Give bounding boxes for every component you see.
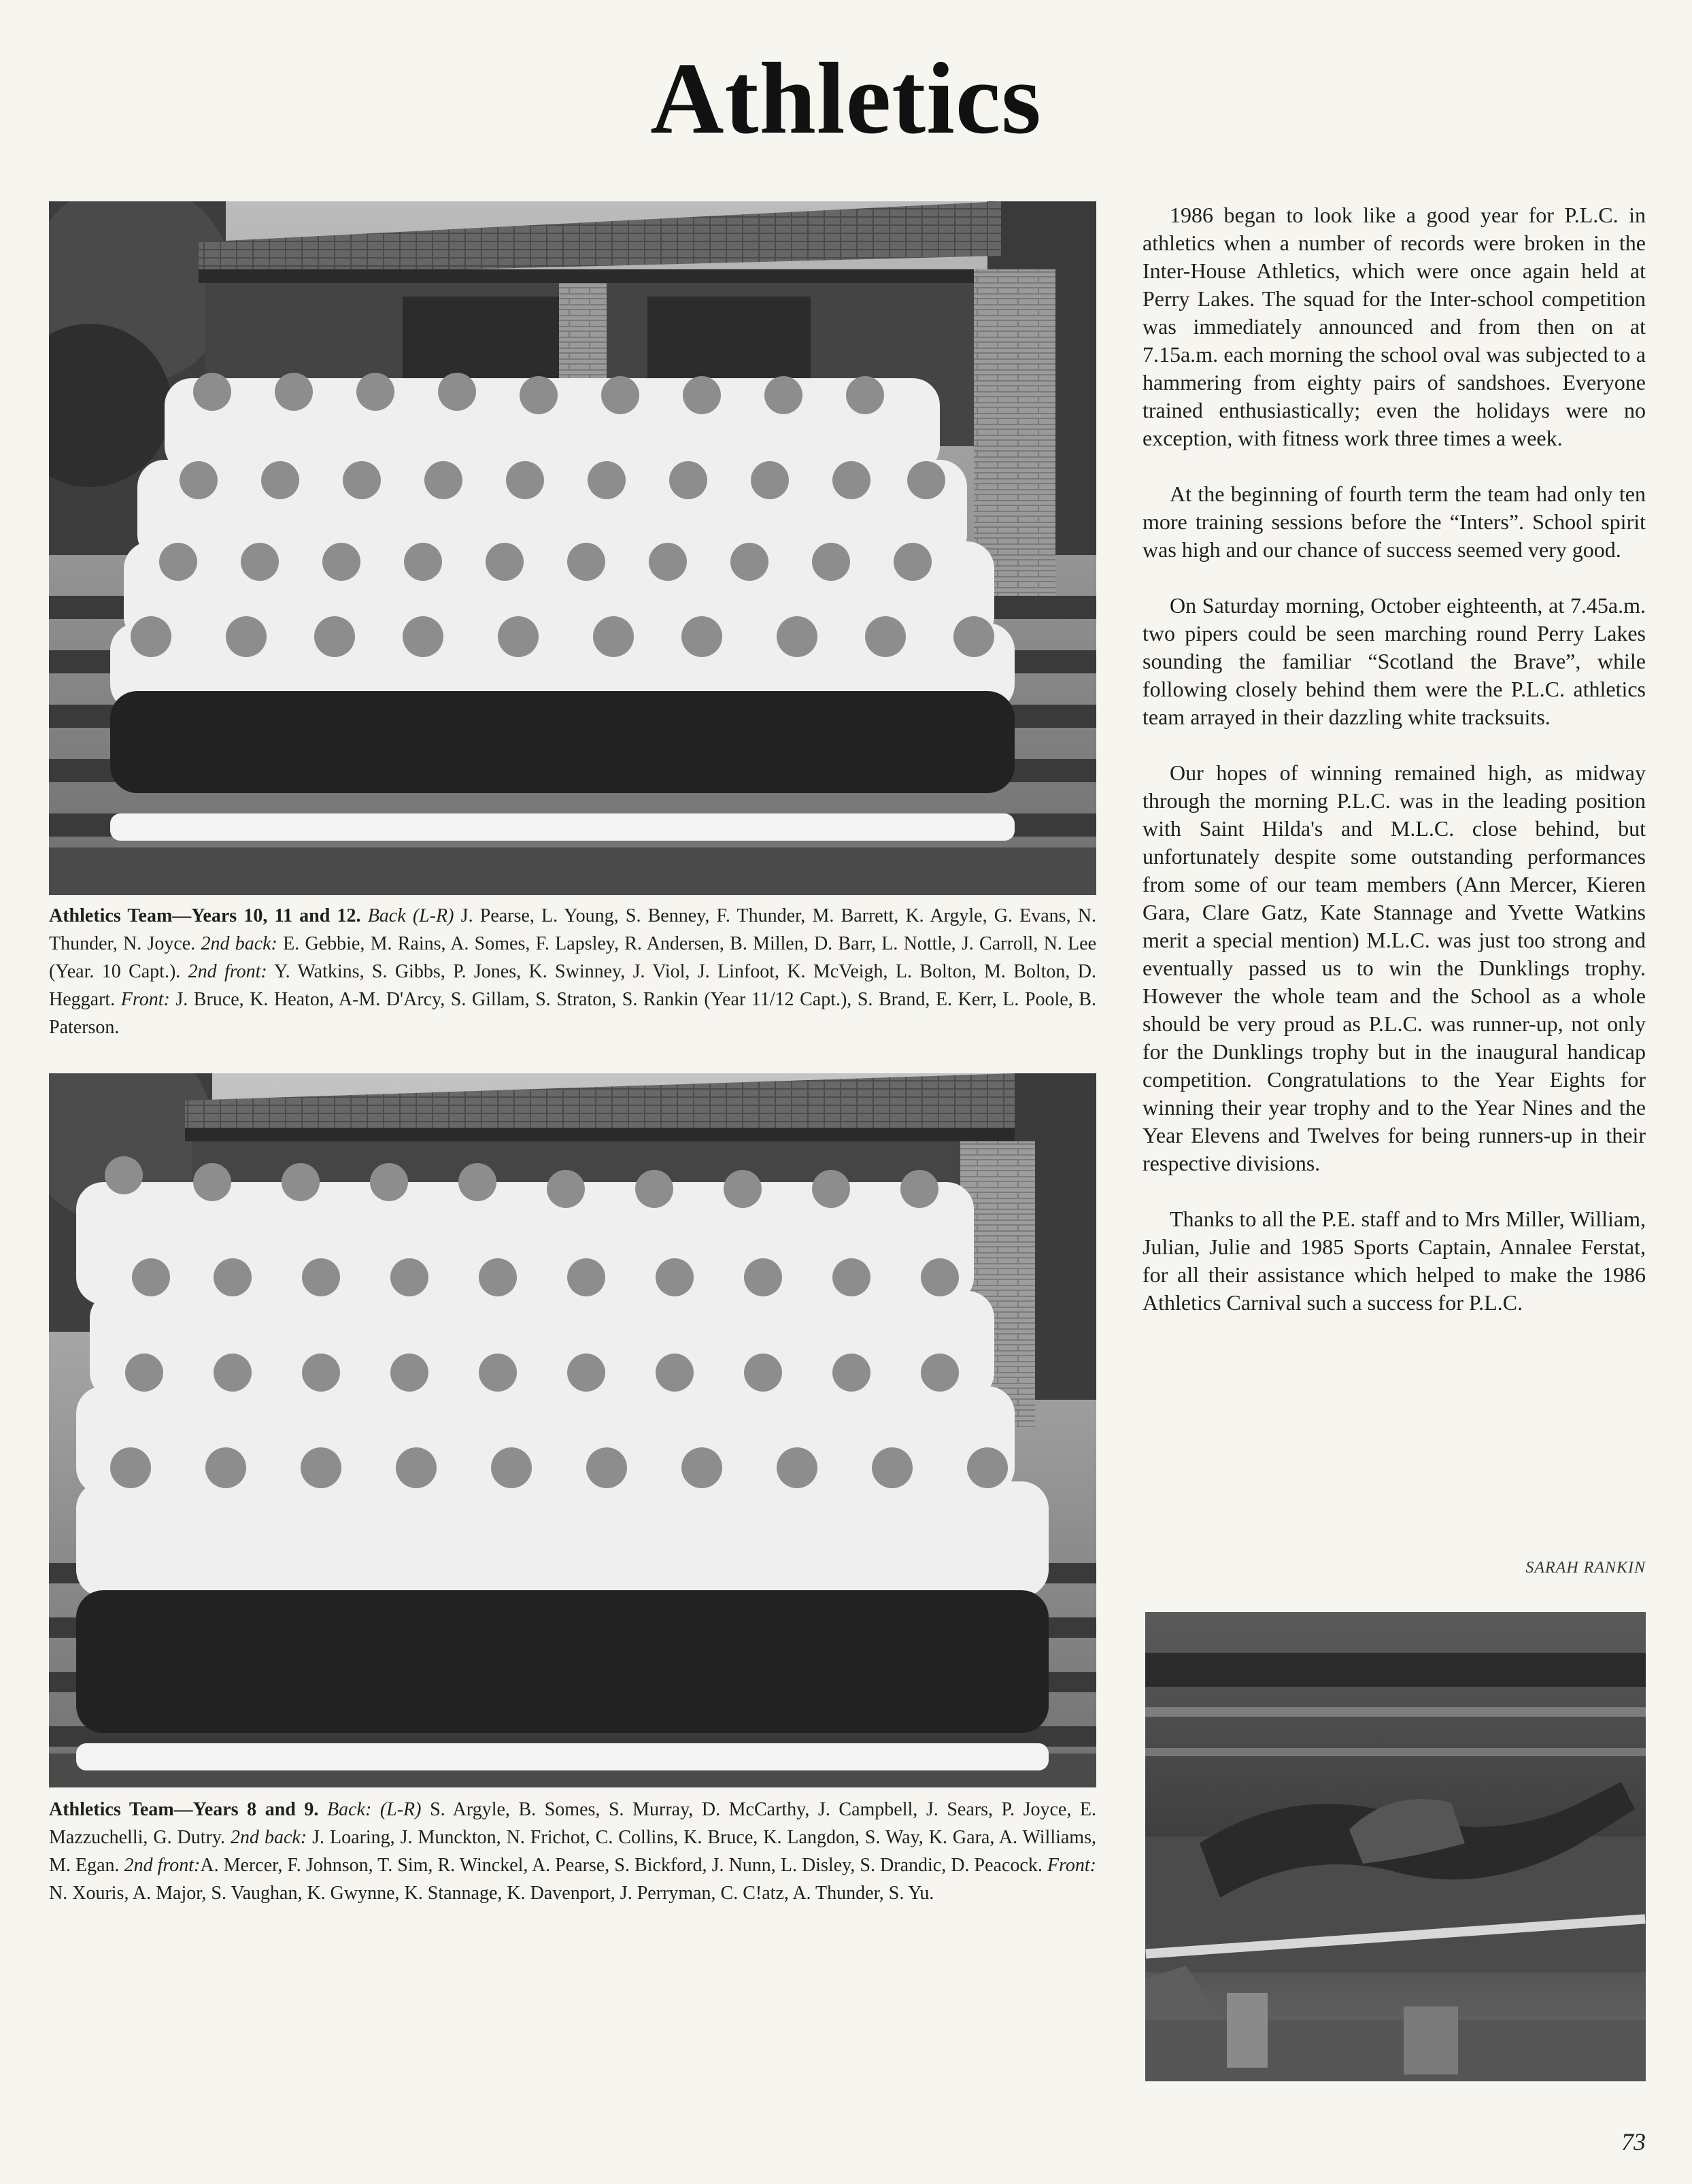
row-label: Back: (L-R) (326, 1799, 422, 1820)
team-photo-senior (49, 201, 1096, 895)
row-label: Back (L-R) (367, 905, 454, 926)
row-label: Front: (120, 989, 170, 1010)
article-paragraph: At the beginning of fourth term the team had only ten more training sessions before the “Inters”. School spirit was high and our chance of success seemed very good. (1143, 482, 1646, 562)
row-names: S. Argyle, B. Somes, S. Murray, D. McCarthy, J. Campbell, J. Sears, P. Joyce, E. Mazzuchelli, G. Dutry. (49, 1799, 1097, 1848)
row-label: Front: (1047, 1855, 1096, 1876)
row-label: 2nd back: (231, 1827, 307, 1848)
page-title: Athletics (650, 42, 1042, 155)
row-label: 2nd back: (201, 933, 277, 954)
article-paragraph: On Saturday morning, October eighteenth, at 7.45a.m. two pipers could be seen marching round Perry Lakes sounding the familiar “Scotland the Brave”, while following closely behind them were the P.L.C. athletics team arrayed in their dazzling white tracksuits. (1143, 593, 1646, 729)
row-names: E. Gebbie, M. Rains, A. Somes, F. Lapsley, R. Andersen, B. Millen, D. Barr, L. Nottle, J. Carroll, N. Lee (Year. 10 Capt.). (49, 933, 1096, 982)
caption-title: Athletics Team—Years 10, 11 and 12. (49, 905, 361, 926)
page-number: 73 (1621, 2128, 1646, 2155)
caption-title: Athletics Team—Years 8 and 9. (49, 1799, 319, 1820)
photo-caption-junior (49, 1796, 1096, 1907)
article-paragraph: Our hopes of winning remained high, as midway through the morning P.L.C. was in the leading position with Saint Hilda's and M.L.C. close behind, but unfortunately despite some outstanding performances from some of our team members (Ann Mercer, Kieren Gara, Clare Gatz, Kate Stannage and Yvette Watkins merit a special mention) M.L.C. was just too strong and eventually passed us to win the Dunklings trophy. However the whole team and the School as a whole should be very proud as P.L.C. was runner-up, not only for the Dunklings trophy but in the inaugural handicap competition. Congratulations to the Year Eights for winning their year trophy and to the Year Nines and the Year Elevens and Twelves for being runners-up in their respective divisions. (1143, 760, 1646, 1175)
high-jump-photo (1145, 1612, 1646, 2081)
row-label: 2nd front: (188, 961, 267, 982)
row-names: J. Bruce, K. Heaton, A-M. D'Arcy, S. Gillam, S. Straton, S. Rankin (Year 11/12 Capt.), S. Brand, E. Kerr, L. Poole, B. Paterson. (49, 989, 1096, 1038)
row-names: J. Pearse, L. Young, S. Benney, F. Thunder, M. Barrett, K. Argyle, G. Evans, N. Thunder, N. Joyce. (49, 905, 1096, 954)
team-photo-junior (49, 1073, 1096, 1787)
photo-caption-senior (49, 902, 1096, 1041)
article-paragraph: 1986 began to look like a good year for P.L.C. in athletics when a number of records were broken in the Inter-House Athletics, which were once again held at Perry Lakes. The squad for the Inter-school competition was immediately announced and from then on at 7.15a.m. each morning the school oval was subjected to a hammering from eighty pairs of sandshoes. Everyone trained enthusiastically; even the holidays were no exception, with fitness work three times a week. (1143, 203, 1646, 450)
article-paragraph: Thanks to all the P.E. staff and to Mrs Miller, William, Julian, Julie and 1985 Sports Captain, Annalee Ferstat, for all their assistance which helped to make the 1986 Athletics Carnival such a success for P.L.C. (1143, 1207, 1646, 1315)
article-body (1143, 201, 1646, 1345)
row-label: 2nd front: (124, 1855, 201, 1876)
row-names: Y. Watkins, S. Gibbs, P. Jones, K. Swinney, J. Viol, J. Linfoot, K. McVeigh, L. Bolton, M. Bolton, D. Heggart. (49, 961, 1096, 1010)
row-names: J. Loaring, J. Munckton, N. Frichot, C. Collins, K. Bruce, K. Langdon, S. Way, K. Gara, A. Williams, M. Egan. (49, 1827, 1096, 1876)
row-names: N. Xouris, A. Major, S. Vaughan, K. Gwynne, K. Stannage, K. Davenport, J. Perryman, C. C!atz, A. Thunder, S. Yu. (49, 1883, 934, 1904)
row-names: A. Mercer, F. Johnson, T. Sim, R. Winckel, A. Pearse, S. Bickford, J. Nunn, L. Disley, S. Drandic, D. Peacock. (200, 1855, 1047, 1876)
author-byline: SARAH RANKIN (1525, 1559, 1646, 1577)
